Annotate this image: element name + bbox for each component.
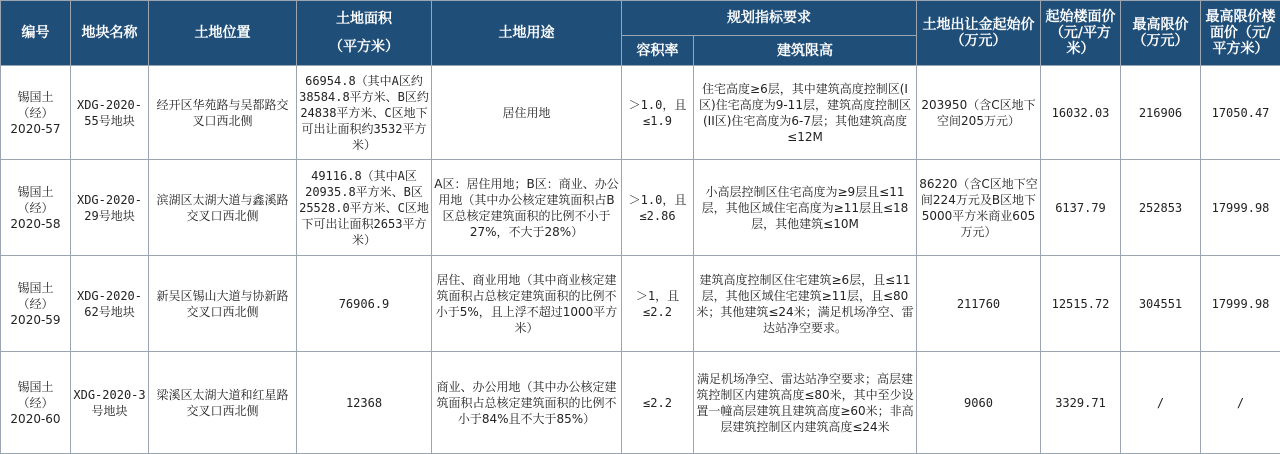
header-location: 土地位置: [149, 1, 297, 66]
header-area-unit: （平方米）: [329, 39, 399, 55]
header-start-price: 土地出让金起始价（万元）: [917, 1, 1041, 66]
cell-height-limit: 建筑高度控制区住宅建筑≥6层，且≤11层，其他区域住宅建筑≥11层，且≤80米；其他建筑≤24米；满足机场净空、雷达站净空要求。: [694, 256, 917, 352]
cell-location: 梁溪区太湖大道和红星路交叉口西北侧: [149, 352, 297, 454]
cell-usage: 商业、办公用地（其中办公核定建筑面积占总核定建筑面积的比例不小于84%且不大于85%）: [432, 352, 622, 454]
header-far: 容积率: [622, 36, 694, 66]
header-floor-price: 起始楼面价（元/平方米）: [1041, 1, 1121, 66]
cell-height-limit: 住宅高度≥6层，其中建筑高度控制区(I区)住宅高度为9-11层，建筑高度控制区(II区)住宅高度为6-7层；其他建筑高度≤12M: [694, 66, 917, 160]
cell-area: 49116.8（其中A区20935.8平方米、B区25528.0平方米、C区地下可出让面积2653平方米）: [297, 160, 432, 256]
cell-max-limit: 252853: [1121, 160, 1201, 256]
header-parcel-name: 地块名称: [71, 1, 149, 66]
cell-far: ＞1，且≤2.2: [622, 256, 694, 352]
cell-usage: A区：居住用地；B区：商业、办公用地（其中办公核定建筑面积占B区总核定建筑面积的比例不小于27%，不大于28%）: [432, 160, 622, 256]
cell-area: 66954.8（其中A区约38584.8平方米、B区约24838平方米、C区地下可出让面积约3532平方米）: [297, 66, 432, 160]
header-max-limit: 最高限价（万元）: [1121, 1, 1201, 66]
cell-start-price: 86220（含C区地下空间224万元及B区地下5000平方米商业605万元）: [917, 160, 1041, 256]
cell-height-limit: 满足机场净空、雷达站净空要求；高层建筑控制区内建筑高度≤80米，其中至少设置一幢高层建筑且建筑高度≥60米；非高层建筑控制区内建筑高度≤24米: [694, 352, 917, 454]
header-height-limit: 建筑限高: [694, 36, 917, 66]
cell-serial: 锡国土（经）2020-58: [1, 160, 71, 256]
cell-floor-price: 12515.72: [1041, 256, 1121, 352]
header-serial: 编号: [1, 1, 71, 66]
cell-serial: 锡国土（经）2020-59: [1, 256, 71, 352]
cell-parcel-name: XDG-2020-55号地块: [71, 66, 149, 160]
cell-floor-price: 16032.03: [1041, 66, 1121, 160]
cell-parcel-name: XDG-2020-3号地块: [71, 352, 149, 454]
cell-parcel-name: XDG-2020-29号地块: [71, 160, 149, 256]
header-max-floor-price: 最高限价楼面价（元/平方米）: [1201, 1, 1280, 66]
cell-parcel-name: XDG-2020-62号地块: [71, 256, 149, 352]
cell-start-price: 203950（含C区地下空间205万元）: [917, 66, 1041, 160]
cell-floor-price: 6137.79: [1041, 160, 1121, 256]
cell-usage: 居住、商业用地（其中商业核定建筑面积占总核定建筑面积的比例不小于5%，且上浮不超过1000平方米）: [432, 256, 622, 352]
cell-max-floor-price: 17999.98: [1201, 256, 1280, 352]
header-planning: 规划指标要求: [622, 1, 917, 36]
header-area: [297, 1, 432, 66]
cell-max-limit: 304551: [1121, 256, 1201, 352]
cell-height-limit: 小高层控制区住宅高度为≥9层且≤11层，其他区域住宅高度为≥11层且≤18层，其他建筑≤10M: [694, 160, 917, 256]
cell-usage: 居住用地: [432, 66, 622, 160]
cell-location: 滨湖区太湖大道与鑫溪路交叉口西北侧: [149, 160, 297, 256]
cell-far: ＞1.0，且≤1.9: [622, 66, 694, 160]
cell-start-price: 211760: [917, 256, 1041, 352]
table-row: [1, 352, 1280, 454]
header-area-title: 土地面积: [336, 11, 392, 27]
cell-start-price: 9060: [917, 352, 1041, 454]
table-row: [1, 256, 1280, 352]
cell-serial: 锡国土（经）2020-60: [1, 352, 71, 454]
cell-max-floor-price: 17050.47: [1201, 66, 1280, 160]
cell-serial: 锡国土（经）2020-57: [1, 66, 71, 160]
table-row: [1, 66, 1280, 160]
cell-area: 12368: [297, 352, 432, 454]
cell-max-floor-price: /: [1201, 352, 1280, 454]
cell-area: 76906.9: [297, 256, 432, 352]
cell-far: ≤2.2: [622, 352, 694, 454]
cell-max-limit: 216906: [1121, 66, 1201, 160]
cell-floor-price: 3329.71: [1041, 352, 1121, 454]
cell-max-limit: /: [1121, 352, 1201, 454]
header-usage: 土地用途: [432, 1, 622, 66]
table-row: [1, 160, 1280, 256]
cell-max-floor-price: 17999.98: [1201, 160, 1280, 256]
cell-location: 新吴区锡山大道与协新路交叉口西北侧: [149, 256, 297, 352]
cell-far: ＞1.0，且≤2.86: [622, 160, 694, 256]
cell-location: 经开区华苑路与吴都路交叉口西北侧: [149, 66, 297, 160]
